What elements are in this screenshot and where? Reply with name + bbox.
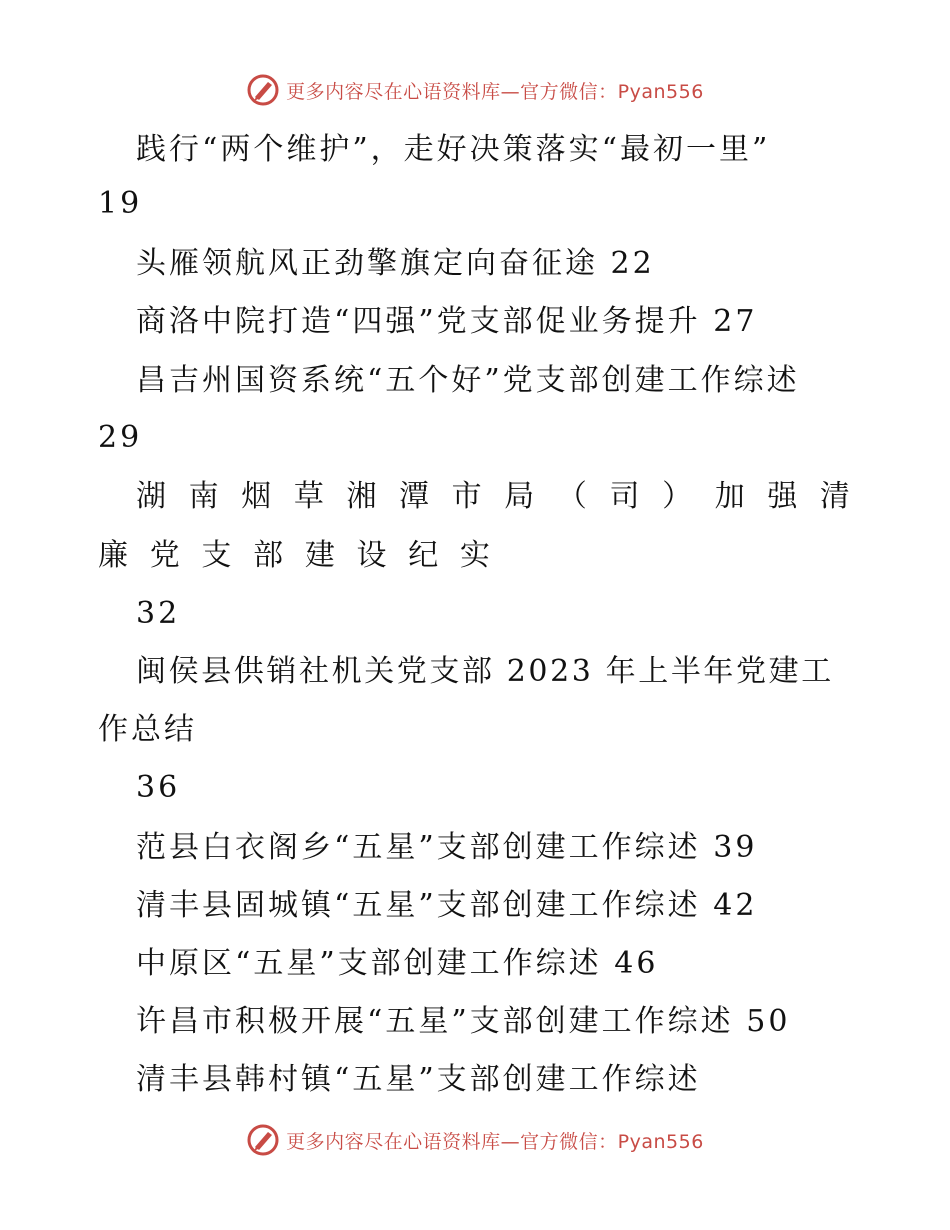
toc-entry-title: 中原区“五星”支部创建工作综述 (136, 946, 602, 981)
toc-entry-page: 36 (136, 770, 181, 805)
spread-char: 湘 (346, 479, 377, 514)
spread-char: 加 (714, 479, 745, 514)
toc-entry-title-line2 (98, 536, 490, 576)
toc-entry-page: 32 (136, 596, 181, 631)
spread-char: 实 (459, 538, 490, 573)
spread-char: 市 (451, 479, 482, 514)
toc-entry-title: 商洛中院打造“四强”党支部促业务提升 (136, 304, 701, 339)
toc-entry-title-line1: 闽侯县供销社机关党支部 2023 年上半年党建工 (136, 654, 834, 689)
toc-entry-title: 昌吉州国资系统“五个好”党支部创建工作综述 (136, 363, 800, 398)
toc-entry-page: 42 (713, 888, 758, 923)
toc-entry-title: 头雁领航风正劲擎旗定向奋征途 (136, 246, 598, 281)
toc-entry-page: 39 (713, 830, 758, 865)
watermark-text: 更多内容尽在心语资料库—官方微信：Pyan556 (286, 80, 704, 103)
toc-entry-page: 19 (98, 186, 143, 221)
toc-entry-title: 范县白衣阁乡“五星”支部创建工作综述 (136, 830, 701, 865)
toc-entry (136, 886, 757, 926)
spread-char: 湖 (136, 479, 166, 514)
spread-char: ） (662, 479, 693, 514)
spread-char: 支 (201, 538, 232, 573)
spread-char: 部 (253, 538, 284, 573)
toc-entry (136, 1002, 790, 1042)
spread-char: （ (556, 479, 587, 514)
toc-entry-page: 27 (713, 304, 758, 339)
spread-char: 南 (188, 479, 219, 514)
toc-entry (136, 244, 655, 284)
pen-circle-icon (246, 73, 280, 107)
spread-char: 清 (819, 479, 850, 514)
toc-entry (136, 944, 658, 984)
toc-entry-page: 46 (614, 946, 659, 981)
toc-entry-page: 50 (746, 1004, 791, 1039)
toc-entry-page: 29 (98, 420, 143, 455)
toc-entry-title: 清丰县韩村镇“五星”支部创建工作综述 (136, 1062, 701, 1097)
spread-char: 司 (609, 479, 640, 514)
spread-char: 强 (767, 479, 798, 514)
toc-entry-title: 践行“两个维护”，走好决策落实“最初一里” (136, 132, 771, 167)
toc-entry-title: 清丰县固城镇“五星”支部创建工作综述 (136, 888, 701, 923)
spread-char: 烟 (241, 479, 272, 514)
spread-char: 设 (356, 538, 387, 573)
watermark-text: 更多内容尽在心语资料库—官方微信：Pyan556 (286, 1130, 704, 1153)
spread-char: 廉 (98, 538, 128, 573)
watermark-banner-bottom (0, 1120, 950, 1160)
spread-char: 局 (504, 479, 535, 514)
toc-entry (136, 302, 757, 342)
watermark-banner-top (0, 70, 950, 110)
pen-circle-icon (246, 1123, 280, 1157)
spread-char: 党 (149, 538, 180, 573)
toc-entry-page: 22 (610, 246, 655, 281)
toc-entry-title: 许昌市积极开展“五星”支部创建工作综述 (136, 1004, 734, 1039)
spread-char: 草 (293, 479, 324, 514)
spread-char: 纪 (408, 538, 439, 573)
spread-char: 建 (304, 538, 335, 573)
toc-entry (136, 828, 757, 868)
toc-entry-title-line2: 作总结 (98, 712, 197, 747)
spread-char: 潭 (399, 479, 430, 514)
toc-entry-title-line1 (136, 477, 850, 517)
